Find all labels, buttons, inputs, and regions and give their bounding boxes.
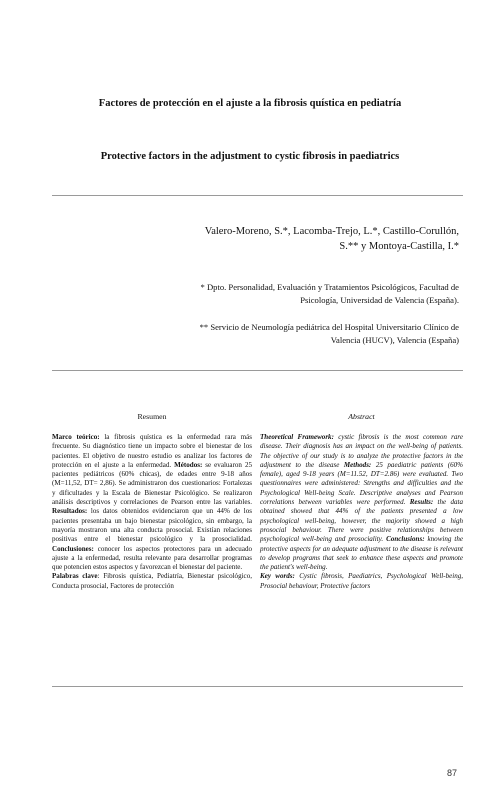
results-text: the data obtained showed that 44% of the patients presented a low psychological well-being, however, the majority showed a high prosocial behaviour. There were positive relationships between psychological well-being and prosociality.: [260, 498, 463, 544]
title-spanish: Factores de protección en el ajuste a la fibrosis quística en pediatría: [98, 98, 402, 109]
title-english: Protective factors in the adjustment to cystic fibrosis in paediatrics: [100, 151, 400, 162]
divider-middle: [52, 370, 463, 371]
marco-text: la fibrosis quística es la enfermedad rara más frecuente. Su diagnóstico tiene un impacto sobre el bienestar de los pacientes. El objetivo de nuestro estudio es analizar los factores de protección en el ajuste a la enfermedad.: [52, 433, 252, 469]
framework-text: cystic fibrosis is the most common rare disease. Their diagnosis has an impact on the well-being of patients. The objective of our study is to analyze the protective factors in the adjustment to the disease: [260, 433, 463, 469]
abstract-body: [260, 433, 463, 591]
conclusiones-label: Conclusiones:: [52, 544, 94, 553]
resumen-keywords: [52, 572, 252, 591]
conclusions-text: knowing the protective aspects for an adequate adjustment to the disease is relevant to develop programs that seek to enhance these aspects and promote the patient's well-being.: [260, 535, 463, 572]
keywords-label-es: Palabras clave: [52, 572, 98, 581]
affiliation-1-line-1: * Dpto. Personalidad, Evaluación y Tratamientos Psicológicos, Facultad de: [200, 282, 459, 292]
results-label: Results:: [409, 498, 434, 507]
methods-label: Methods:: [343, 460, 372, 469]
page-number: 87: [446, 768, 457, 778]
affiliation-1: [139, 281, 459, 307]
affiliation-2: [139, 321, 459, 347]
affiliation-2-line-1: ** Servicio de Neumología pediátrica del Hospital Universitario Clínico de: [199, 322, 459, 332]
divider-top: [52, 195, 463, 196]
divider-bottom: [52, 686, 463, 687]
authors-line-2: S.** y Montoya-Castilla, I.*: [339, 241, 459, 252]
abstract-paragraph: [260, 433, 463, 572]
keywords-text-es: : Fibrosis quística, Pediatría, Bienestar psicológico, Conducta prosocial, Factores de protección: [52, 572, 252, 590]
metodos-label: Métodos:: [174, 460, 203, 469]
affiliation-1-line-2: Psicología, Universidad de Valencia (España).: [300, 295, 459, 305]
affiliation-2-line-2: Valencia (HUCV), Valencia (España): [330, 335, 459, 345]
authors-line-1: Valero-Moreno, S.*, Lacomba-Trejo, L.*, Castillo-Corullón,: [204, 226, 459, 237]
resumen-body: [52, 433, 252, 591]
keywords-label-en: Key words:: [260, 572, 295, 581]
abstract-keywords: [260, 572, 463, 591]
conclusions-label: Conclusions:: [386, 535, 425, 544]
resumen-paragraph: [52, 433, 252, 572]
framework-label: Theoretical Framework:: [260, 433, 334, 441]
resumen-heading: Resumen: [137, 412, 167, 421]
marco-label: Marco teórico:: [52, 433, 100, 441]
resultados-label: Resultados:: [52, 507, 88, 516]
keywords-text-en: Cystic fibrosis, Paediatrics, Psychological Well-being, Prosocial behaviour, Protective factors: [260, 572, 463, 590]
conclusiones-text: conocer los aspectos protectores para un adecuado ajuste a la enfermedad, resulta relevante para desarrollar programas que potencien estos aspectos y favorezcan el bienestar del paciente.: [52, 544, 252, 572]
resultados-text: los datos obtenidos evidenciaron que un 44% de los pacientes presentaba un bajo bienestar psicológico, sin embargo, la mayoría mostraron una alta conducta prosocial. Existían relaciones positivas entre el bienestar psicológico y la prosocialidad.: [52, 507, 252, 544]
methods-text: 25 paediatric patients (60% female), aged 9-18 years (M=11.52, DT=2.86) were evaluated. Two questionnaires were administered: Strengths and difficulties and the Psychological Well-being Scale. Descriptive analyses and Pearson correlations between variables were performed.: [260, 460, 463, 507]
abstract-heading: Abstract: [348, 412, 375, 421]
metodos-text: se evaluaron 25 pacientes pediátricos (60% chicas), de edades entre 9-18 años (M=11,52, DT= 2,86). Se administraron dos cuestionarios: Fortalezas y dificultades y la Escala de Bienestar Psicológico. Se realizaron análisis descriptivos y correlaciones de Pearson entre las variables.: [52, 460, 252, 507]
authors: [159, 224, 459, 254]
